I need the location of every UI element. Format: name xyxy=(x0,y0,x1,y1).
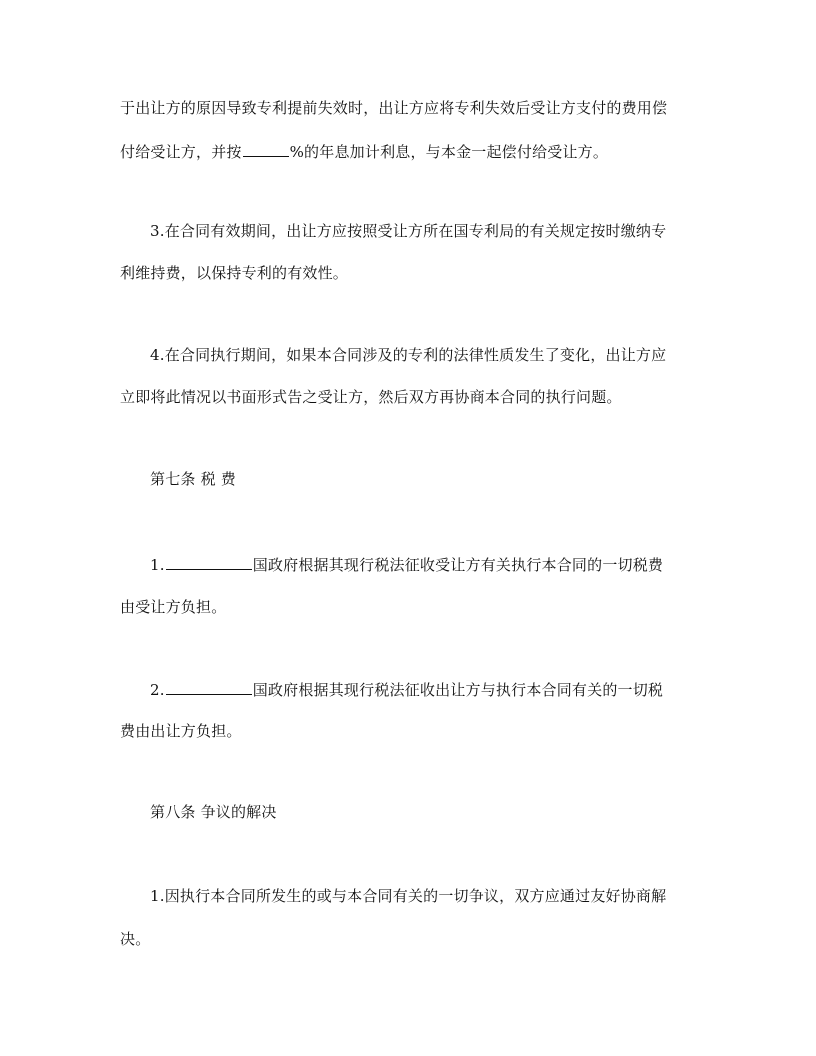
fill-in-blank-rate[interactable] xyxy=(243,141,289,157)
clause-4-line-2 xyxy=(120,387,622,407)
text: 利维持费，以保持专利的有效性。 xyxy=(120,264,349,282)
heading-text: 第七条 税 费 xyxy=(150,470,236,488)
text: 国政府根据其现行税法征收受让方有关执行本合同的一切税费 xyxy=(252,556,664,574)
article-7-clause-2-line-2 xyxy=(120,721,242,741)
article-8-heading xyxy=(150,802,277,822)
article-8-clause-1-line-1 xyxy=(150,886,666,906)
paragraph-line-with-blank xyxy=(120,141,608,162)
clause-4-line-1 xyxy=(150,345,666,365)
text: 国政府根据其现行税法征收出让方与执行本合同有关的一切税 xyxy=(252,681,664,699)
text: 决。 xyxy=(120,930,151,948)
text: 由受让方负担。 xyxy=(120,598,227,616)
article-8-clause-1-line-2 xyxy=(120,929,150,949)
article-7-clause-1-line-2 xyxy=(120,597,226,617)
text: 1.因执行本合同所发生的或与本合同有关的一切争议，双方应通过友好协商解 xyxy=(150,887,667,905)
fill-in-blank-country[interactable] xyxy=(166,554,252,570)
article-7-clause-1-line-1 xyxy=(150,554,663,575)
text: 2. xyxy=(150,681,165,699)
text: 于出让方的原因导致专利提前失效时，出让方应将专利失效后受让方支付的费用偿 xyxy=(120,99,668,117)
heading-text: 第八条 争议的解决 xyxy=(150,803,277,821)
text: 4.在合同执行期间，如果本合同涉及的专利的法律性质发生了变化，出让方应 xyxy=(150,346,667,364)
text: 费由出让方负担。 xyxy=(120,722,242,740)
text: 3.在合同有效期间，出让方应按照受让方所在国专利局的有关规定按时缴纳专 xyxy=(150,222,667,240)
text: 立即将此情况以书面形式告之受让方，然后双方再协商本合同的执行问题。 xyxy=(120,388,622,406)
text: %的年息加计利息，与本金一起偿付给受让方。 xyxy=(289,143,609,161)
article-7-heading xyxy=(150,469,236,489)
text: 付给受让方，并按 xyxy=(120,143,242,161)
clause-3-line-2 xyxy=(120,263,348,283)
paragraph-line xyxy=(120,98,667,118)
text: 1. xyxy=(150,556,165,574)
clause-3-line-1 xyxy=(150,221,666,241)
article-7-clause-2-line-1 xyxy=(150,679,663,700)
fill-in-blank-country[interactable] xyxy=(166,679,252,695)
